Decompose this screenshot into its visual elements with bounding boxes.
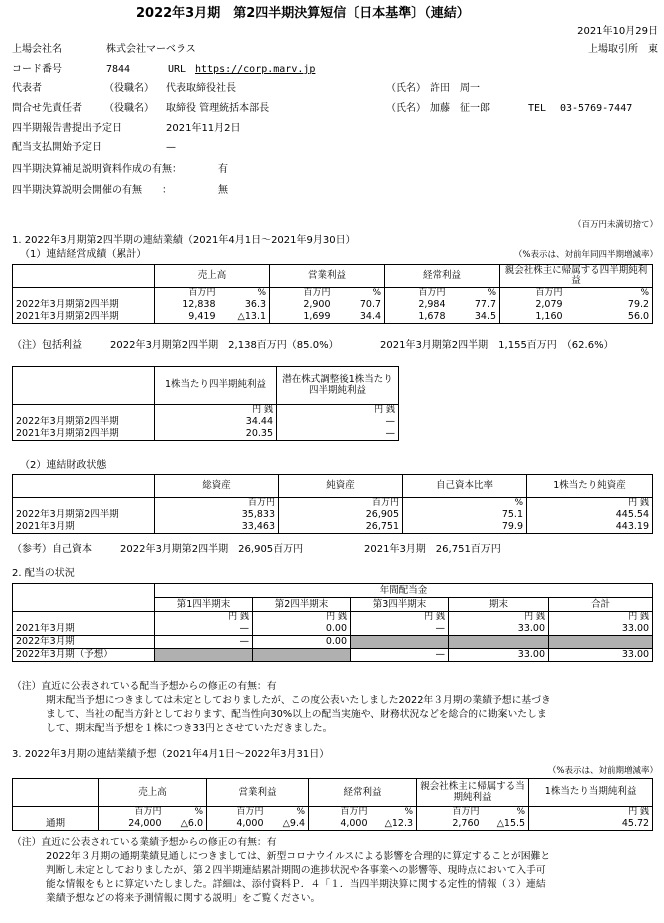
rep-name: 許田 周一	[430, 83, 480, 94]
exchange: 上場取引所 東	[588, 44, 658, 55]
results-header-ord: 経常利益	[385, 265, 500, 288]
rep-name-label: （氏名）	[386, 83, 426, 94]
table-row: 2021年3月期 33,463 26,751 79.9 443.19	[13, 521, 653, 534]
tel-value: 03-5769-7447	[560, 103, 633, 114]
page-title: 2022年3月期 第2四半期決算短信〔日本基準〕（連結）	[136, 6, 470, 21]
table-row: 2022年3月期第2四半期 35,833 26,905 75.1 445.54	[13, 509, 653, 521]
rep-label: 代表者	[12, 83, 42, 94]
rep-title-label: （役職名）	[104, 83, 154, 94]
code-value: 7844	[106, 64, 131, 75]
contact-name-label: （氏名）	[386, 103, 426, 114]
dividend-note: （注）直近に公表されている配当予想からの修正の有無：有 期末配当予想につきましては未定としておりましたが、この度公表いたしました2022年３月期の業績予想に基づき まして、当社の配当方針としております、配当性向30%以上の配当実施や、財務状況などを総合的に勘案いたしま して、期末配当予想を１株につき33円とさせていただきました。	[12, 681, 551, 734]
eps-table: 1株当たり四半期純利益 潜在株式調整後1株当たり四半期純利益 円 銭 円 銭 2022年3月期第2四半期 34.44 — 2021年3月期第2四半期 20.35 —	[12, 366, 399, 441]
rep-title: 代表取締役社長	[166, 83, 236, 94]
supp-label: 四半期決算補足説明資料作成の有無：	[12, 164, 182, 175]
comprehensive-income-current: 2022年3月期第2四半期 2,138百万円（85.0%）	[110, 340, 339, 351]
section1-sub2: （2）連結財政状態	[20, 460, 107, 471]
results-table: 売上高 営業利益 経常利益 親会社株主に帰属する四半期純利益 百万円 % 百万円 % 百万円 % 百万円 % 2022年3月期第2四半期 12,838 36.3 2,900 70.7 2,984 77.7 2,079 79.2 2021年3月期第2四半期 9,419 △13.1 1,699 34.4 1,678 34.5 1,160 56.0	[12, 264, 653, 324]
section3-pct-note: （%表示は、対前期増減率）	[547, 766, 658, 776]
tel-label: TEL	[528, 103, 547, 114]
eps-header-basic: 1株当たり四半期純利益	[155, 367, 277, 405]
table-row: 通期 24,000 △6.0 4,000 △9.4 4,000 △12.3 2,760 △15.5 45.72	[13, 818, 653, 831]
comprehensive-income-label: （注）包括利益	[12, 340, 82, 351]
dividend-group-header: 年間配当金	[155, 584, 653, 598]
report-date-label: 四半期報告書提出予定日	[12, 123, 122, 134]
rounding-note: （百万円未満切捨て）	[572, 220, 658, 230]
table-row: 2022年3月期第2四半期 34.44 —	[13, 416, 399, 428]
section3-heading: 3. 2022年3月期の連結業績予想（2021年4月1日～2022年3月31日）	[12, 749, 330, 760]
dividend-table: 年間配当金 第1四半期末 第2四半期末 第3四半期末 期末 合計 円 銭 円 銭 円 銭 円 銭 円 銭 2021年3月期 — 0.00 — 33.00 33.00 2022年3月期 — 0.00 2022年3月期（予想） — 33.00 33.00	[12, 583, 653, 662]
results-header-sales: 売上高	[155, 265, 270, 288]
contact-title-label: （役職名）	[104, 103, 154, 114]
table-row: 2021年3月期第2四半期 9,419 △13.1 1,699 34.4 1,678 34.5 1,160 56.0	[13, 311, 653, 324]
section1-heading: 1. 2022年3月期第2四半期の連結業績（2021年4月1日～2021年9月30日）	[12, 235, 356, 246]
section1-pct-note: （%表示は、対前年同四半期増減率）	[513, 250, 658, 260]
contact-name: 加藤 征一郎	[430, 103, 490, 114]
table-row: 2022年3月期（予想） — 33.00 33.00	[13, 648, 653, 661]
dividend-start: —	[166, 142, 176, 153]
forecast-table: 売上高 営業利益 経常利益 親会社株主に帰属する当期純利益 1株当たり当期純利益 百万円 % 百万円 % 百万円 % 百万円 % 円 銭 通期 24,000 △6.0 4,000 △9.4 4,000 △12.3 2,760 △15.5 45.72	[12, 778, 653, 831]
report-submit-date: 2021年11月2日	[166, 123, 241, 134]
report-date: 2021年10月29日	[577, 26, 658, 37]
supp-value: 有	[218, 164, 228, 175]
dividend-start-label: 配当支払開始予定日	[12, 142, 102, 153]
meeting-value: 無	[218, 185, 228, 196]
equity-current: 2022年3月期第2四半期 26,905百万円	[120, 544, 304, 555]
code-label: コード番号	[12, 64, 62, 75]
results-header-net: 親会社株主に帰属する四半期純利益	[500, 265, 653, 288]
table-row: 2022年3月期 — 0.00	[13, 635, 653, 648]
eps-header-diluted: 潜在株式調整後1株当たり四半期純利益	[277, 367, 399, 405]
equity-prev: 2021年3月期 26,751百万円	[364, 544, 501, 555]
company-url-link[interactable]: https://corp.marv.jp	[195, 64, 316, 75]
contact-title: 取締役 管理統括本部長	[166, 103, 270, 114]
meeting-label: 四半期決算説明会開催の有無 ：	[12, 185, 172, 196]
company-name: 株式会社マーベラス	[106, 44, 196, 55]
section1-sub1: （1）連結経営成績（累計）	[20, 249, 147, 260]
table-row: 2021年3月期 — 0.00 — 33.00 33.00	[13, 623, 653, 636]
table-row: 2021年3月期第2四半期 20.35 —	[13, 428, 399, 441]
section2-heading: 2. 配当の状況	[12, 568, 75, 579]
table-row: 2022年3月期第2四半期 12,838 36.3 2,900 70.7 2,984 77.7 2,079 79.2	[13, 299, 653, 311]
financial-position-table: 総資産 純資産 自己資本比率 1株当たり純資産 百万円 百万円 % 円 銭 2022年3月期第2四半期 35,833 26,905 75.1 445.54 2021年3月期 33,463 26,751 79.9 443.19	[12, 474, 653, 534]
company-label: 上場会社名	[12, 44, 62, 55]
url-label: URL	[168, 64, 187, 75]
comprehensive-income-prev: 2021年3月期第2四半期 1,155百万円 （62.6%）	[380, 340, 614, 351]
equity-label: （参考）自己資本	[12, 544, 92, 555]
results-header-op: 営業利益	[270, 265, 385, 288]
results-header-blank	[13, 265, 155, 288]
forecast-note: （注）直近に公表されている業績予想からの修正の有無：有 2022年３月期の通期業績見通しにつきましては、新型コロナウイルスによる影響を合理的に算定することが困難と 判断し未定としておりましたが、第２四半期連結累計期間の進捗状況や各事業への影響等、現時点において入手可 能な情報をもとに算定いたしました。詳細は、添付資料Ｐ．４「１．当四半期決算に関する定性的情報（３）連結 業績予想などの将来予測情報に関する説明」をご覧ください。	[12, 837, 551, 904]
contact-label: 問合せ先責任者	[12, 103, 82, 114]
